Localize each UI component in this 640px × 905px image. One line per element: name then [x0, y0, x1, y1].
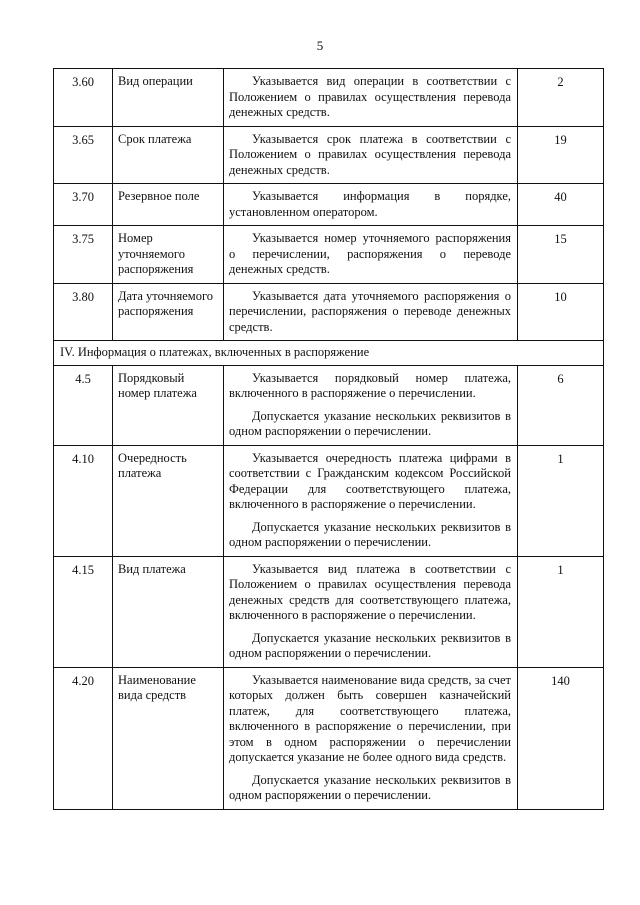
row-number-cell: 3.75	[54, 226, 113, 284]
row-length-cell: 15	[518, 226, 604, 284]
row-number-cell: 4.5	[54, 365, 113, 445]
row-name-cell: Дата уточняемого распоряжения	[113, 283, 224, 341]
row-length-cell: 1	[518, 556, 604, 667]
row-length-cell: 140	[518, 667, 604, 809]
row-number-cell: 4.10	[54, 445, 113, 556]
row-name-cell: Наименование вида средств	[113, 667, 224, 809]
table-row	[54, 226, 604, 284]
table-body	[54, 69, 604, 810]
row-description-cell	[224, 283, 518, 341]
row-name-cell: Срок платежа	[113, 126, 224, 184]
table-row	[54, 667, 604, 809]
row-description-cell	[224, 445, 518, 556]
section-heading: IV. Информация о платежах, включенных в распоряжение	[54, 341, 604, 366]
row-number-cell: 4.20	[54, 667, 113, 809]
row-description-cell	[224, 556, 518, 667]
description-paragraph: Указывается срок платежа в соответствии с Положением о правилах осуществления перевода денежных средств.	[229, 131, 511, 177]
row-length-cell: 40	[518, 184, 604, 226]
row-description-cell	[224, 69, 518, 127]
table-row	[54, 69, 604, 127]
row-description-cell	[224, 226, 518, 284]
page-number: 5	[316, 38, 324, 53]
row-length-cell: 2	[518, 69, 604, 127]
description-paragraph: Допускается указание нескольких реквизитов в одном распоряжении о перечислении.	[229, 408, 511, 438]
table-row	[54, 283, 604, 341]
row-number-cell: 3.65	[54, 126, 113, 184]
row-description-cell	[224, 184, 518, 226]
row-name-cell: Вид операции	[113, 69, 224, 127]
table-row	[54, 126, 604, 184]
row-name-cell: Вид платежа	[113, 556, 224, 667]
row-length-cell: 6	[518, 365, 604, 445]
description-paragraph: Указывается вид платежа в соответствии с Положением о правилах осуществления перевода денежных средств для соответствующего платежа, включенного в распоряжение о перечислении.	[229, 561, 511, 622]
row-description-cell	[224, 365, 518, 445]
description-paragraph: Указывается наименование вида средств, за счет которых должен быть совершен казначейский платеж, для соответствующего платежа, включенного в распоряжение о перечислении, при этом в одном распоряжении о перечислении допускается указание не более одного вида средств.	[229, 672, 511, 764]
row-name-cell: Порядковый номер платежа	[113, 365, 224, 445]
table-row	[54, 556, 604, 667]
row-length-cell: 19	[518, 126, 604, 184]
description-paragraph: Указывается вид операции в соответствии с Положением о правилах осуществления перевода денежных средств.	[229, 74, 511, 119]
description-paragraph: Допускается указание нескольких реквизитов в одном распоряжении о перечислении.	[229, 519, 511, 549]
row-number-cell: 3.70	[54, 184, 113, 226]
description-paragraph: Указывается очередность платежа цифрами в соответствии с Гражданским кодексом Российской Федерации для соответствующего платежа, включенного в распоряжение о перечислении.	[229, 450, 511, 511]
description-paragraph: Указывается дата уточняемого распоряжения о перечислении, распоряжения о переводе денежных средств.	[229, 288, 511, 334]
description-paragraph: Допускается указание нескольких реквизитов в одном распоряжении о перечислении.	[229, 630, 511, 660]
table-row	[54, 445, 604, 556]
row-description-cell	[224, 667, 518, 809]
row-name-cell: Номер уточняемого распоряжения	[113, 226, 224, 284]
table-row	[54, 184, 604, 226]
table-row	[54, 365, 604, 445]
section-row	[54, 341, 604, 366]
row-length-cell: 10	[518, 283, 604, 341]
description-paragraph: Указывается порядковый номер платежа, включенного в распоряжение о перечислении.	[229, 370, 511, 400]
requisites-table	[53, 68, 604, 810]
row-name-cell: Резервное поле	[113, 184, 224, 226]
row-number-cell: 3.80	[54, 283, 113, 341]
row-name-cell: Очередность платежа	[113, 445, 224, 556]
row-number-cell: 4.15	[54, 556, 113, 667]
description-paragraph: Указывается информация в порядке, установленном оператором.	[229, 189, 511, 219]
row-length-cell: 1	[518, 445, 604, 556]
row-number-cell: 3.60	[54, 69, 113, 127]
description-paragraph: Указывается номер уточняемого распоряжения о перечислении, распоряжения о переводе денежных средств.	[229, 231, 511, 276]
row-description-cell	[224, 126, 518, 184]
description-paragraph: Допускается указание нескольких реквизитов в одном распоряжении о перечислении.	[229, 772, 511, 802]
